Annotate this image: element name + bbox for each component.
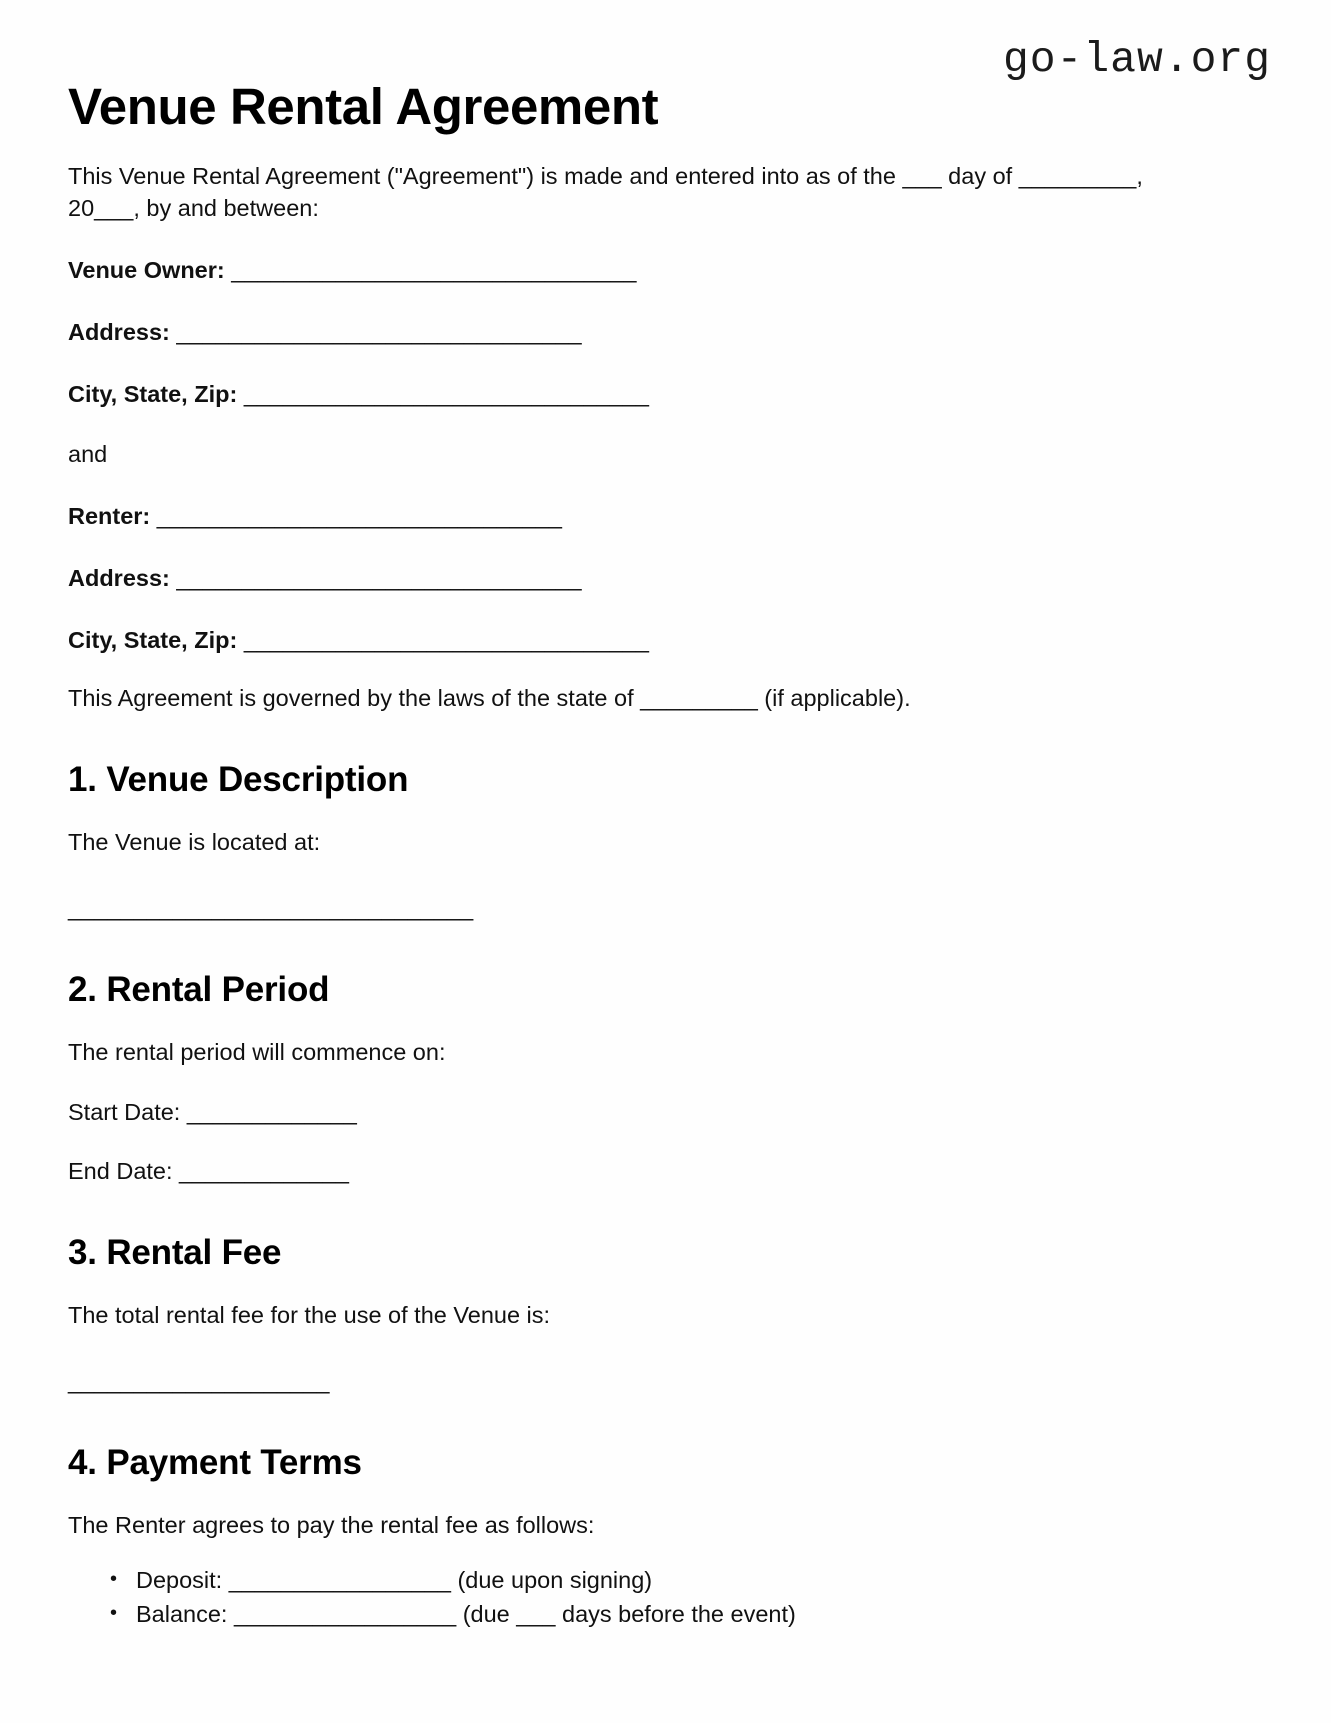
field-renter-name	[68, 501, 1263, 533]
renter-citystatezip-label: City, State, Zip:	[68, 626, 238, 653]
section-body-rental-fee: The total rental fee for the use of the Venue is:	[68, 1302, 551, 1329]
renter-blank[interactable]: _______________________________	[156, 502, 562, 529]
governing-law-paragraph: This Agreement is governed by the laws of the state of _________ (if applicable).	[68, 684, 911, 711]
venue-owner-address-label: Address:	[68, 318, 170, 345]
field-renter-address	[68, 563, 1263, 595]
field-venue-owner-citystatezip	[68, 379, 1263, 411]
field-venue-owner-name	[68, 255, 1263, 287]
venue-owner-address-blank[interactable]: _______________________________	[176, 318, 582, 345]
list-item[interactable]: • Balance: _________________ (due ___ days before the event)	[136, 1598, 1263, 1631]
renter-citystatezip-blank[interactable]: _______________________________	[243, 626, 649, 653]
section-heading-rental-fee: 3. Rental Fee	[68, 1233, 282, 1273]
page-title: Venue Rental Agreement	[68, 78, 659, 135]
intro-paragraph: This Venue Rental Agreement ("Agreement") is made and entered into as of the ___ day of _________, 20___, by and between:	[68, 163, 1143, 222]
venue-owner-label: Venue Owner:	[68, 257, 225, 284]
section-body-payment-terms: The Renter agrees to pay the rental fee as follows:	[68, 1512, 595, 1539]
rental-fee-blank[interactable]: ____________________	[68, 1368, 330, 1395]
venue-owner-citystatezip-label: City, State, Zip:	[68, 380, 238, 407]
section-heading-venue-description: 1. Venue Description	[68, 759, 409, 799]
section-body-rental-period: The rental period will commence on:	[68, 1038, 446, 1065]
renter-address-blank[interactable]: _______________________________	[176, 564, 582, 591]
section-body-venue-description: The Venue is located at:	[68, 828, 321, 855]
field-renter-citystatezip	[68, 625, 1263, 657]
venue-address-blank[interactable]: _______________________________	[68, 894, 474, 921]
end-date-field[interactable]: End Date: _____________	[68, 1158, 349, 1185]
venue-owner-blank[interactable]: _______________________________	[231, 257, 637, 284]
parties-conjunction: and	[68, 440, 108, 467]
payment-terms-list	[68, 1564, 1263, 1631]
field-venue-owner-address	[68, 317, 1263, 349]
renter-address-label: Address:	[68, 564, 170, 591]
section-heading-rental-period: 2. Rental Period	[68, 969, 330, 1009]
list-item[interactable]: • Deposit: _________________ (due upon signing)	[136, 1564, 1263, 1597]
start-date-field[interactable]: Start Date: _____________	[68, 1098, 357, 1125]
venue-owner-citystatezip-blank[interactable]: _______________________________	[243, 380, 649, 407]
renter-label: Renter:	[68, 502, 151, 529]
section-heading-payment-terms: 4. Payment Terms	[68, 1443, 362, 1483]
site-logo: go-law.org	[1002, 35, 1271, 84]
